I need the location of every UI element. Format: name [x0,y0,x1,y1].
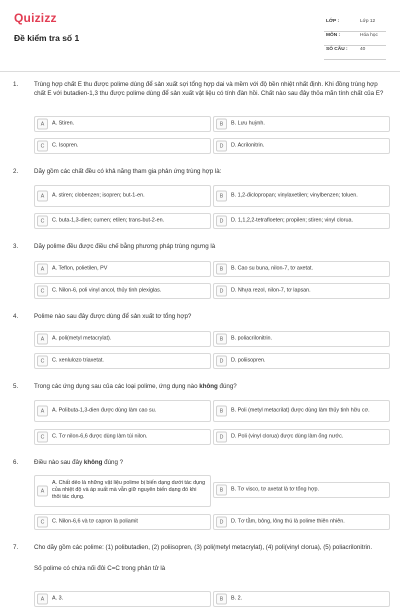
option-b[interactable] [213,185,390,207]
option-a[interactable] [34,116,211,132]
option-letter: D [216,432,227,443]
question-text-emphasis: không [199,383,218,390]
logo-text: Quizizz [14,11,57,25]
option-text: C. Nilon-6,6 và tơ capron là poliamit [52,518,138,525]
option-letter: B [216,119,227,130]
question-text-pre: Trong các ứng dụng sau của các loại polime, ứng dụng nào [34,383,200,390]
question-number: 3. [13,243,19,250]
option-text: A. Chất dẻo là những vật liệu polime bị biến dạng dưới tác dụng của nhiệt độ và áp suất mà vẫn giữ nguyên biến dạng đó khi thôi tác dụng. [52,480,206,501]
option-d[interactable] [213,429,390,445]
option-letter: D [216,216,227,227]
question-text-post: đúng? [217,383,237,390]
option-b[interactable] [213,116,390,132]
option-text: A. 3. [52,595,64,602]
option-letter: D [216,356,227,367]
option-a[interactable] [34,400,211,422]
option-text: B. 2. [231,595,243,602]
option-d[interactable] [213,283,390,299]
option-a[interactable] [34,475,211,507]
option-letter: C [37,216,48,227]
option-a[interactable] [34,261,211,277]
option-text: D. Tơ tằm, bông, lông thú là polime thiên nhiên. [231,518,345,525]
option-c[interactable] [34,138,211,154]
question-text: Trùng hợp chất E thu được polime dùng để sản xuất sợi tổng hợp dai và mềm với độ bền nhiệt nhất định. Khi đồng trùng hợp chất E với butadien-1,3 thu được polime dùng để sản xuất vật liệu có tính đàn hồi. Chất nào sau đây thỏa mãn tính chất của E? [34,81,384,97]
option-c[interactable] [34,514,211,530]
option-c[interactable] [34,283,211,299]
option-text: B. 1,2-điclopropan; vinylaxetilen; vinylbenzen; toluen. [231,192,358,199]
option-d[interactable] [213,514,390,530]
page-title: Đề kiểm tra số 1 [14,33,80,43]
header-divider [0,71,400,72]
option-text: A. Teflon, polietilen, PV [52,265,108,272]
option-letter: B [216,191,227,202]
option-letter: A [37,594,48,605]
option-letter: A [37,191,48,202]
question-number: 2. [13,168,19,175]
question-text [34,459,386,468]
option-text: D. poliisopren. [231,357,266,364]
quizizz-logo [14,11,57,25]
option-letter: D [216,286,227,297]
question-text [34,383,386,392]
question-number: 4. [13,313,19,320]
option-letter: B [216,485,227,496]
option-letter: C [37,141,48,152]
option-text: B. Poli (metyl metacrilat) được dùng làm thủy tinh hữu cơ. [231,407,370,414]
question-text: Dãy polime đều được điều chế bằng phương pháp trùng ngưng là [34,243,216,250]
option-text: C. buta-1,3-dien; cumen; etilen; trans-but-2-en. [52,217,165,224]
option-letter: B [216,594,227,605]
question-number: 6. [13,459,19,466]
option-letter: C [37,286,48,297]
option-text: B. poliacrilonitrin. [231,335,273,342]
option-text: C. Nilon-6, poli vinyl ancol, thủy tinh plexiglas. [52,287,162,294]
option-b[interactable] [213,261,390,277]
option-letter: A [37,264,48,275]
meta-subject-value: Hóa học [360,33,378,38]
question-number: 1. [13,81,19,88]
option-b[interactable] [213,591,390,607]
option-text: C. xenlulozo triaxetat. [52,357,104,364]
option-c[interactable] [34,353,211,369]
question-subline: Số polime có chứa nối đôi C=C trong phân tử là [34,565,166,572]
option-text: D. 1,1,2,2-tetrafloeten; propilen; stiren; vinyl clorua. [231,217,353,224]
option-letter: B [216,264,227,275]
option-c[interactable] [34,429,211,445]
option-d[interactable] [213,353,390,369]
option-a[interactable] [34,591,211,607]
option-letter: A [37,119,48,130]
meta-subject-label: MÔN : [326,33,341,38]
meta-class-value: Lớp 12 [360,19,376,24]
question-text: Dãy gồm các chất đều có khả năng tham gia phản ứng trùng hợp là: [34,168,222,175]
question-text-pre: Điều nào sau đây [34,459,84,466]
option-text: B. Cao su buna, nilon-7, tơ axetat. [231,265,314,272]
option-a[interactable] [34,331,211,347]
option-text: A. stiren; clobenzen; isopren; but-1-en. [52,192,145,199]
option-text: C. Tơ nilon-6,6 được dùng làm túi nilon. [52,433,148,440]
option-letter: C [37,432,48,443]
option-letter: D [216,517,227,528]
option-text: D. Poli (vinyl clorua) được dùng làm ống nước. [231,433,344,440]
option-d[interactable] [213,138,390,154]
option-letter: B [216,406,227,417]
option-text: C. Isopren. [52,142,79,149]
option-letter: A [37,334,48,345]
option-d[interactable] [213,213,390,229]
question-number: 7. [13,544,19,551]
option-text: B. Lưu huỳnh. [231,120,265,127]
option-c[interactable] [34,213,211,229]
option-letter: C [37,517,48,528]
question-text-emphasis: không [83,459,103,466]
option-b[interactable] [213,482,390,498]
question-number: 5. [13,383,19,390]
option-text: A. Polibuta-1,3-dien được dùng làm cao su. [52,407,157,414]
option-text: D. Nhựa rezol, nilon-7, tơ lapsan. [231,287,311,294]
option-text: A. poli(metyl metacrylat). [52,335,112,342]
meta-question-count [324,42,386,60]
option-letter: A [37,406,48,417]
option-b[interactable] [213,400,390,422]
option-letter: C [37,356,48,367]
meta-class-label: LỚP : [326,19,340,24]
option-letter: A [37,486,48,497]
question-text: Cho dãy gồm các polime: (1) polibutadien, (2) poliisopren, (3) poli(metyl metacrylat), (4) poli(vinyl clorua), (5) poliacrilonitrin. [34,544,373,551]
option-letter: B [216,334,227,345]
question-text-post: đúng ? [102,459,124,466]
option-a[interactable] [34,185,211,207]
meta-count-label: SỐ CÂU : [326,47,348,52]
header [0,0,400,64]
option-letter: D [216,141,227,152]
option-text: D. Acrilonitrin. [231,142,265,149]
option-b[interactable] [213,331,390,347]
option-text: B. Tơ visco, tơ axetat là tơ tổng hợp. [231,486,320,493]
option-text: A. Stiren. [52,120,75,127]
meta-count-value: 40 [360,47,366,52]
question-text: Polime nào sau đây được dùng để sản xuất tơ tổng hợp? [34,313,192,320]
